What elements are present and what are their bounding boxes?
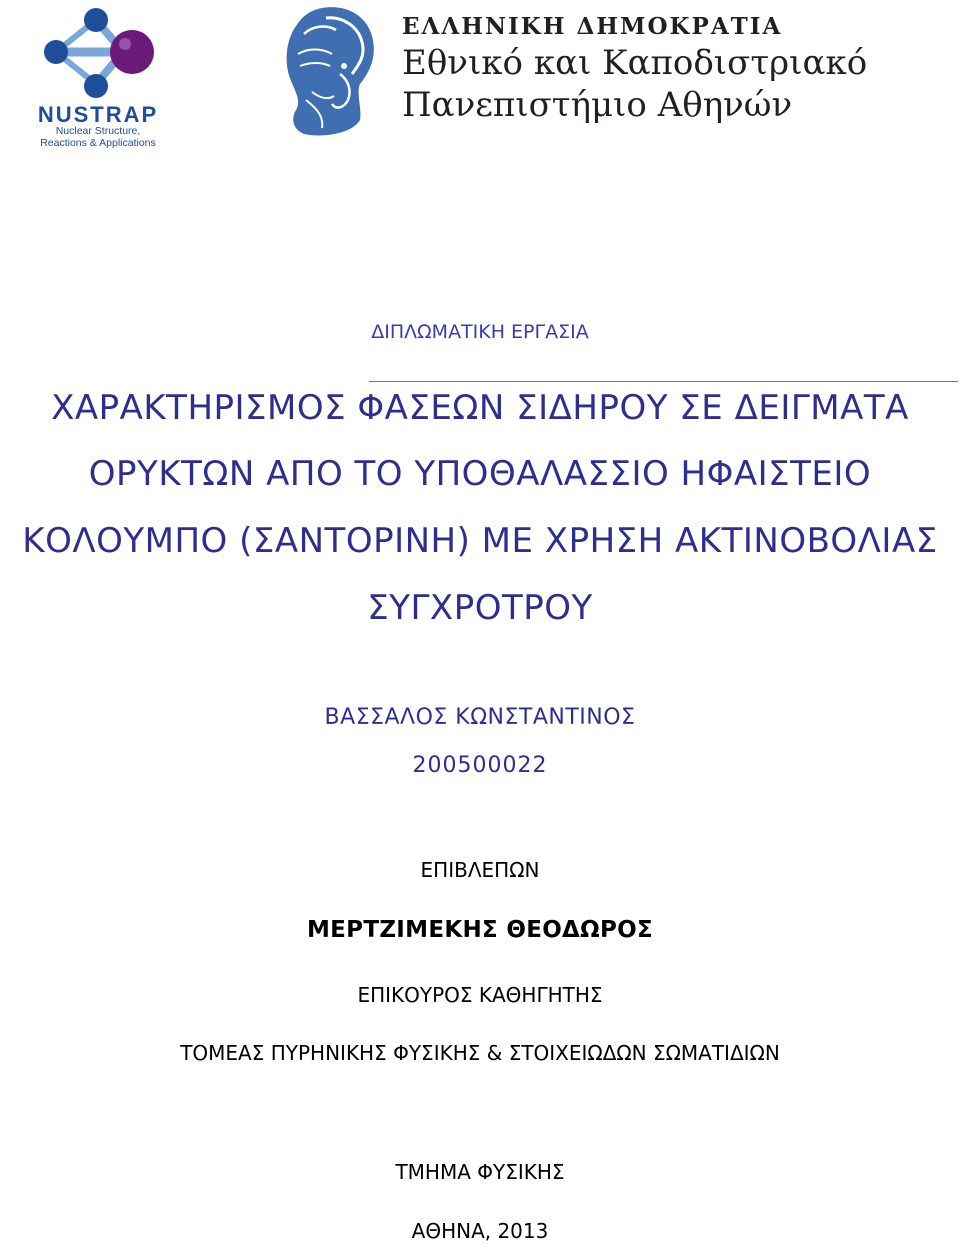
republic-label: ΕΛΛΗΝΙΚΗ ΔΗΜΟΚΡΑΤΙΑ [402,13,783,40]
supervisor-role: ΕΠΙΚΟΥΡΟΣ ΚΑΘΗΓΗΤΗΣ [357,983,603,1007]
department-name: ΤΜΗΜΑ ΦΥΣΙΚΗΣ [395,1160,565,1184]
author-name: ΒΑΣΣΑΛΟΣ ΚΩΝΣΤΑΝΤΙΝΟΣ [324,705,636,730]
supervisor-name: ΜΕΡΤΖΙΜΕΚΗΣ ΘΕΟΔΩΡΟΣ [306,917,654,943]
thesis-title-line: ΧΑΡΑΚΤΗΡΙΣΜΟΣ ΦΑΣΕΩΝ ΣΙΔΗΡΟΥ ΣΕ ΔΕΙΓΜΑΤΑ [51,388,909,428]
athena-head-icon [282,4,378,140]
university-name-line-2: Πανεπιστήμιο Αθηνών [402,85,793,125]
thesis-title-line: ΚΟΛΟΥΜΠΟ (ΣΑΝΤΟΡΙΝΗ) ΜΕ ΧΡΗΣΗ ΑΚΤΙΝΟΒΟΛΙΑΣ [22,521,938,561]
nustrap-logo [18,4,178,150]
university-name-line-1: Εθνικό και Καποδιστριακό [402,43,868,83]
nustrap-subtitle-1: Nuclear Structure, [55,125,141,137]
student-id: 200500022 [412,753,548,778]
place-date: ΑΘΗΝΑ, 2013 [411,1219,549,1243]
supervisor-label: ΕΠΙΒΛΕΠΩΝ [420,858,540,882]
thesis-title-line: ΣΥΓΧΡΟΤΡΟΥ [367,588,593,628]
thesis-type-label: ΔΙΠΛΩΜΑΤΙΚΗ ΕΡΓΑΣΙΑ [371,321,589,343]
university-heading [402,12,867,126]
title-divider [369,381,958,382]
molecule-icon [44,8,154,98]
thesis-title-line: ΟΡΥΚΤΩΝ ΑΠΟ ΤΟ ΥΠΟΘΑΛΑΣΣΙΟ ΗΦΑΙΣΤΕΙΟ [88,454,872,494]
nustrap-subtitle-2: Reactions & Applications [40,137,156,149]
sector-name: ΤΟΜΕΑΣ ΠΥΡΗΝΙΚΗΣ ΦΥΣΙΚΗΣ & ΣΤΟΙΧΕΙΩΔΩΝ ΣΩΜΑΤΙΔΙΩΝ [180,1041,780,1065]
nustrap-name: NUSTRAP [37,102,159,127]
